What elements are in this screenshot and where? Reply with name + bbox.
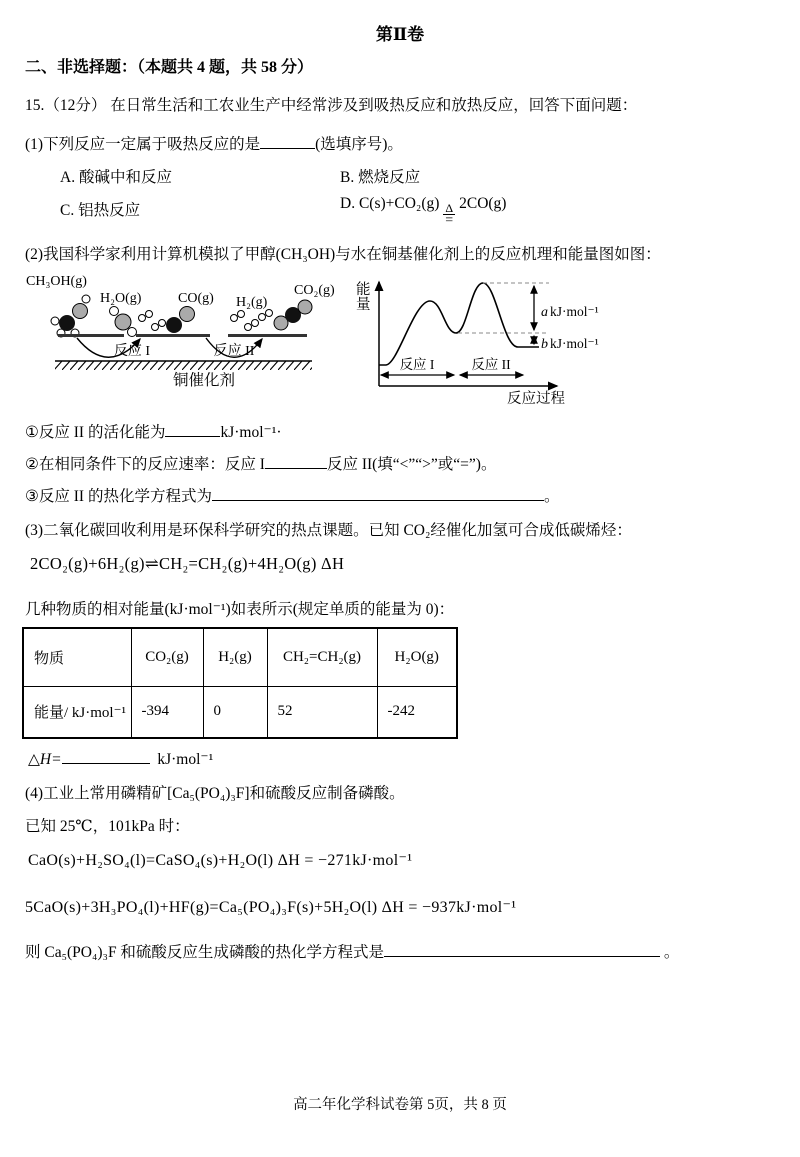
delta-h-unit: kJ·mol⁻¹ — [157, 751, 214, 768]
final-text-pre: 则 Ca₅(PO₄)₃F 和硫酸反应生成磷酸的热化学方程式是 — [25, 944, 384, 961]
x-axis-label: 反应过程 — [507, 391, 565, 407]
label-h2o: H₂O(g) — [100, 291, 142, 306]
catalyst-label: 铜催化剂 — [172, 372, 236, 389]
question-15-intro: 15.（12分） 在日常生活和工农业生产中经常涉及到吸热反应和放热反应，回答下面问题： — [25, 97, 638, 114]
molecule-h2-pairs-2 — [231, 310, 273, 331]
a-unit-label: kJ·mol⁻¹ — [550, 304, 599, 319]
part1-text-pre: (1)下列反应一定属于吸热反应的是 — [25, 136, 261, 153]
sub2-text-pre: ②在相同条件下的反应速率：反应 I — [25, 456, 265, 473]
row-label-energy: 能量/ kJ·mol⁻¹ — [23, 686, 131, 738]
reaction2-label: 反应 II — [213, 344, 255, 359]
answer-blank-sub2 — [265, 453, 327, 469]
y-axis-label-1: 能 — [356, 282, 371, 298]
platform-1 — [58, 334, 124, 337]
value-h2: 0 — [203, 686, 267, 738]
label-co2: CO₂(g) — [294, 283, 335, 298]
part4-equation-2: 5CaO(s)+3H₃PO₄(l)+HF(g)=Ca₅(PO₄)₃F(s)+5H₂O(l) ΔH = −937kJ·mol⁻¹ — [25, 899, 517, 916]
y-axis-label-2: 量 — [356, 297, 371, 313]
part4-known-conditions: 已知 25℃，101kPa 时： — [25, 818, 190, 835]
sub1-text-post: kJ·mol⁻¹· — [220, 424, 282, 441]
heating-condition-symbol: Δ — [445, 201, 454, 215]
table-intro: 几种物质的相对能量(kJ·mol⁻¹)如表所示(规定单质的能量为 0)： — [25, 601, 455, 618]
value-ethylene: 52 — [267, 686, 377, 738]
ground-hatching — [55, 361, 312, 370]
option-d-formula: D. C(s)+CO₂(g) — [340, 195, 440, 212]
part4-equation-1: CaO(s)+H₂SO₄(l)=CaSO₄(s)+H₂O(l) ΔH = −271kJ·mol⁻¹ — [28, 852, 413, 869]
answer-blank-sub3 — [212, 485, 544, 501]
delta-h-line — [28, 748, 213, 769]
platform-3 — [228, 334, 307, 337]
equals-symbol: = — [445, 213, 454, 228]
option-d — [340, 195, 506, 226]
sub-question-2 — [25, 452, 496, 474]
sub-question-1 — [25, 420, 282, 442]
table-header-row — [23, 628, 457, 686]
a-value-label: a — [541, 305, 548, 320]
question-15-part4-intro: (4)工业上常用磷精矿[Ca₅(PO₄)₃F]和硫酸反应制备磷酸。 — [25, 785, 405, 802]
page-footer: 高二年化学科试卷第 5页，共 8 页 — [293, 1097, 507, 1113]
part1-text-post: (选填序号)。 — [315, 136, 403, 153]
question-15-part2-intro: (2)我国科学家利用计算机模拟了甲醇(CH₃OH)与水在铜基催化剂上的反应机理和能量图如图： — [25, 246, 661, 263]
relative-energy-table — [22, 627, 458, 739]
value-co2: -394 — [131, 686, 203, 738]
molecule-h2-pairs-1 — [139, 311, 166, 331]
label-co: CO(g) — [178, 291, 214, 306]
answer-blank-sub1 — [165, 421, 220, 437]
option-b: B. 燃烧反应 — [340, 169, 421, 186]
label-h2: H₂(g) — [236, 295, 268, 310]
molecule-co2 — [274, 300, 312, 330]
b-unit-label: kJ·mol⁻¹ — [550, 336, 599, 351]
answer-blank-delta-h — [62, 748, 150, 764]
sub2-text-post: 反应 II(填“<”“>”或“=”)。 — [326, 456, 497, 473]
reaction2-span-label: 反应 II — [471, 357, 511, 372]
option-a: A. 酸碱中和反应 — [60, 169, 172, 186]
page-title: 第Ⅱ卷 — [375, 25, 425, 44]
sub3-text-pre: ③反应 II 的热化学方程式为 — [25, 488, 212, 505]
label-ch3oh: CH₃OH(g) — [26, 274, 87, 289]
sub1-text-pre: ①反应 II 的活化能为 — [25, 424, 166, 441]
header-ethylene: CH₂=CH₂(g) — [267, 628, 377, 686]
section-heading: 二、非选择题：（本题共 4 题，共 58 分） — [25, 59, 314, 76]
header-substance: 物质 — [23, 628, 131, 686]
delta-h-pre: △H= — [28, 751, 62, 768]
mechanism-diagram — [22, 271, 354, 393]
energy-diagram — [352, 268, 662, 408]
header-h2: H₂(g) — [203, 628, 267, 686]
option-d-product: 2CO(g) — [459, 195, 507, 212]
answer-blank-part1 — [260, 133, 315, 149]
header-co2: CO₂(g) — [131, 628, 203, 686]
table-data-row — [23, 686, 457, 738]
answer-blank-final — [384, 941, 660, 957]
platform-2 — [136, 334, 210, 337]
molecule-h2o — [110, 307, 137, 337]
value-h2o: -242 — [377, 686, 457, 738]
part4-final-question — [25, 940, 679, 962]
reaction1-span-label: 反应 I — [399, 357, 435, 372]
reaction1-label: 反应 I — [113, 344, 151, 359]
part3-equation: 2CO₂(g)+6H₂(g)⇌CH₂=CH₂(g)+4H₂O(g) ΔH — [30, 554, 345, 573]
molecule-ch3oh — [51, 295, 90, 337]
option-c: C. 铝热反应 — [60, 202, 141, 219]
molecule-co — [166, 307, 195, 334]
energy-curve — [379, 283, 539, 365]
final-text-post: 。 — [663, 944, 680, 961]
delta-over-equals — [443, 202, 455, 226]
question-15-part1 — [25, 132, 403, 154]
sub3-text-post: 。 — [543, 488, 560, 505]
sub-question-3 — [25, 484, 560, 506]
question-15-part3-intro: (3)二氧化碳回收利用是环保科学研究的热点课题。已知 CO₂经催化加氢可合成低碳烯烃： — [25, 522, 632, 539]
header-h2o: H₂O(g) — [377, 628, 457, 686]
b-value-label: b — [541, 337, 548, 352]
